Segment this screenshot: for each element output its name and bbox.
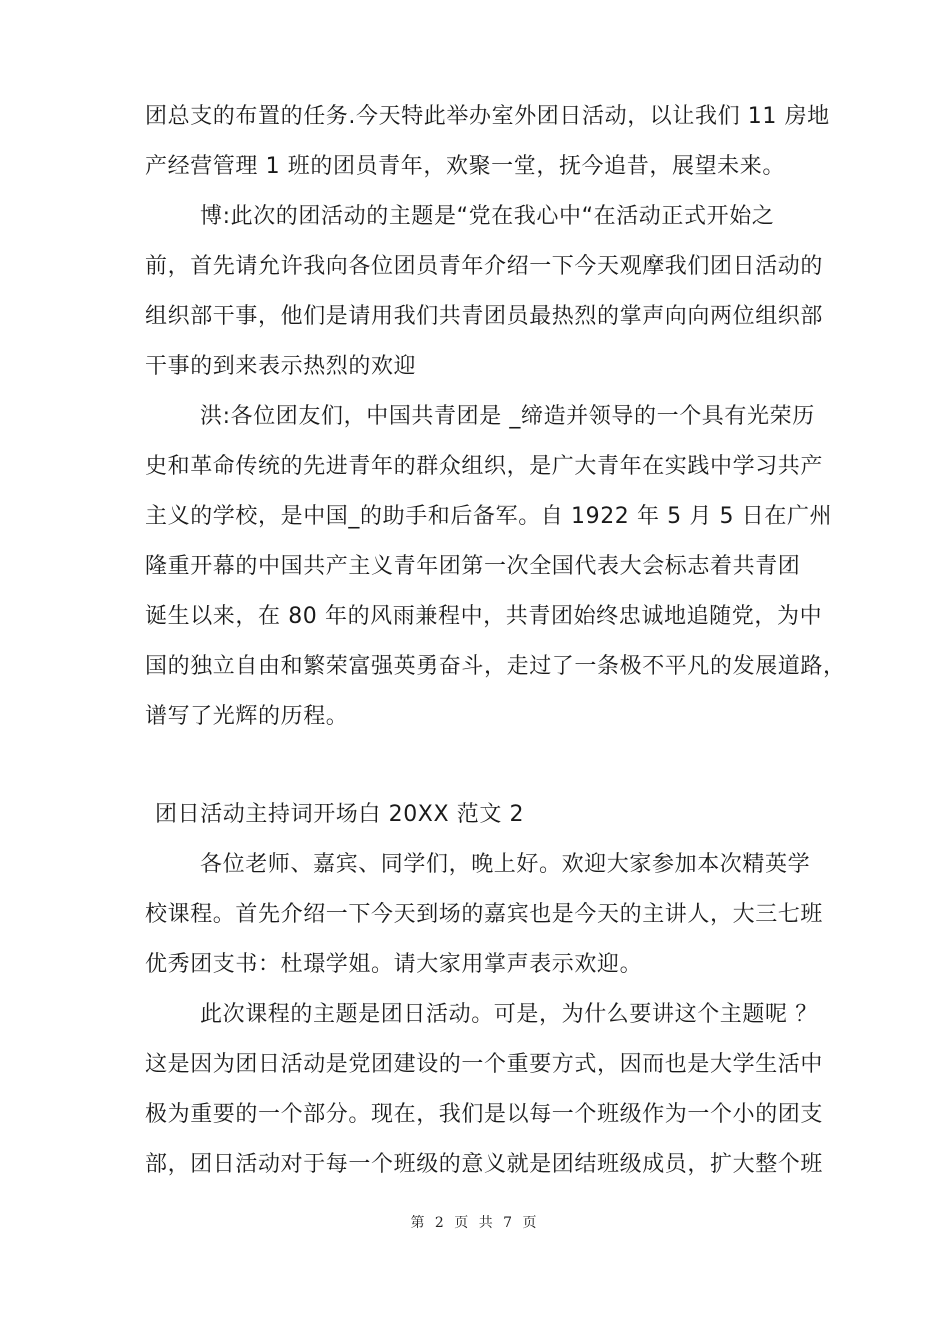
paragraph-line: 校课程。首先介绍一下今天到场的嘉宾也是今天的主讲人，大三七班	[145, 902, 824, 927]
paragraph-line: 隆重开幕的中国共产主义青年团第一次全国代表大会标志着共青团	[145, 554, 801, 579]
paragraph-line: 产经营管理 1 班的团员青年，欢聚一堂，抚今追昔，展望未来。	[145, 154, 785, 179]
paragraph-line: 诞生以来，在 80 年的风雨兼程中，共青团始终忠诚地追随党，为中	[145, 604, 823, 629]
section-heading: 团日活动主持词开场白 20XX 范文 2	[155, 802, 525, 827]
paragraph-line: 部，团日活动对于每一个班级的意义就是团结班级成员，扩大整个班	[145, 1152, 824, 1177]
paragraph-line: 洪:各位团友们，中国共青团是 _缔造并领导的一个具有光荣历	[200, 404, 815, 429]
paragraph-line: 优秀团支书：杜璟学姐。请大家用掌声表示欢迎。	[145, 952, 643, 977]
paragraph-line: 主义的学校，是中国_的助手和后备军。自 1922 年 5 月 5 日在广州	[145, 504, 833, 529]
paragraph-line: 极为重要的一个部分。现在，我们是以每一个班级作为一个小的团支	[145, 1102, 824, 1127]
page-number-footer: 第 2 页 共 7 页	[410, 1215, 540, 1231]
paragraph-line: 国的独立自由和繁荣富强英勇奋斗，走过了一条极不平凡的发展道路，	[145, 654, 846, 679]
paragraph-line: 各位老师、嘉宾、同学们，晚上好。欢迎大家参加本次精英学	[200, 852, 811, 877]
paragraph-line: 干事的到来表示热烈的欢迎	[145, 354, 417, 379]
paragraph-line: 前，首先请允许我向各位团员青年介绍一下今天观摩我们团日活动的	[145, 254, 824, 279]
paragraph-line: 这是因为团日活动是党团建设的一个重要方式，因而也是大学生活中	[145, 1052, 824, 1077]
paragraph-line: 史和革命传统的先进青年的群众组织，是广大青年在实践中学习共产	[145, 454, 824, 479]
paragraph-line: 谱写了光辉的历程。	[145, 704, 349, 729]
paragraph-line: 组织部干事，他们是请用我们共青团员最热烈的掌声向向两位组织部	[145, 304, 824, 329]
paragraph-line: 此次课程的主题是团日活动。可是，为什么要讲这个主题呢 ？	[200, 1002, 818, 1027]
paragraph-line: 博:此次的团活动的主题是“党在我心中“在活动正式开始之	[200, 204, 775, 229]
paragraph-line: 团总支的布置的任务.今天特此举办室外团日活动，以让我们 11 房地	[145, 104, 830, 129]
